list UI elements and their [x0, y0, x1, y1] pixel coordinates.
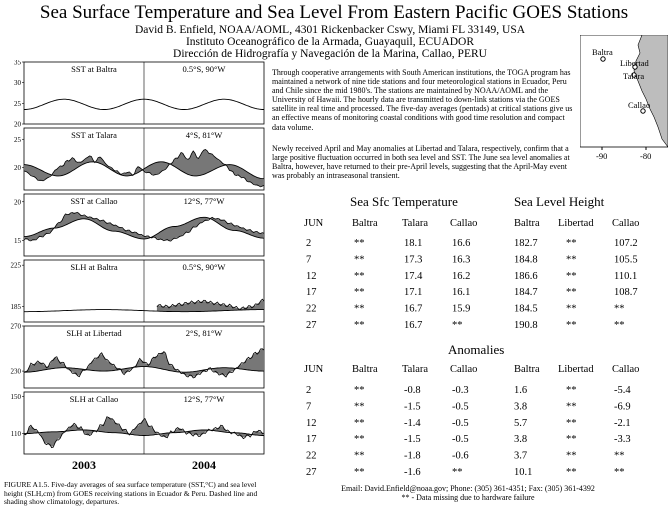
cell-r1-c3: 16.3 [452, 254, 471, 266]
panel-location-0: 0.5°S, 90°W [182, 64, 226, 74]
cell-r0-c0: 2 [306, 238, 312, 249]
footer [268, 484, 668, 502]
cell-r2-c3: 16.2 [452, 270, 471, 282]
panel-2 [14, 194, 264, 256]
anom-cell-r1-c3: -0.5 [452, 401, 469, 413]
anom-cell-r1-c4: 3.8 [514, 401, 528, 413]
ytick-label-1-1: 20 [14, 163, 21, 172]
cell-r3-c0: 17 [306, 287, 317, 299]
ytick-label-4-0: 270 [10, 322, 21, 331]
anom-cell-r1-c5: ** [566, 401, 577, 413]
anom-col-jun: JUN [304, 364, 324, 375]
table-values [306, 238, 638, 331]
contact-line: Email: David.Enfield@noaa.gov; Phone: (305) 361-4351; Fax: (305) 361-4392 [341, 484, 595, 493]
anom-cell-r4-c2: -1.8 [404, 450, 421, 462]
ytick-label-5-1: 110 [10, 430, 21, 439]
institution-peru: Dirección de Hidrografía y Navegación de la Marina, Callao, PERU [173, 48, 487, 60]
cell-r4-c1: ** [354, 303, 365, 315]
anom-col-baltra-sst: Baltra [352, 364, 378, 375]
panel-location-3: 0.5°S, 90°W [182, 262, 226, 272]
cell-r0-c2: 18.1 [404, 238, 423, 249]
cell-r1-c0: 7 [306, 254, 312, 266]
ytick-label-0-2: 25 [14, 99, 21, 108]
anom-cell-r4-c3: -0.6 [452, 450, 469, 462]
news-paragraph: Newly received April and May anomalies at Libertad and Talara, respectively, confirm that a large positive fluctuation occurred in both sea level and SST. The June sea level anomalies at Baltra, however, have returned to their pre-April levels, suggesting that the April-May event was probably an intraseasonal transient. [272, 144, 570, 181]
ytick-label-0-3: 20 [14, 120, 21, 129]
ytick-label-0-0: 35 [14, 60, 21, 67]
anom-cell-r1-c1: ** [354, 401, 365, 413]
panel-title-2: SST at Callao [70, 196, 118, 206]
ytick-label-3-0: 225 [10, 261, 21, 270]
intro-paragraph: Through cooperative arrangements with South American institutions, the TOGA program has maintained a network of nine tide stations and four meteorological stations in Ecuador, Peru and Chile since the mid 1980's. The stations are maintained by NOAA/AOML and the University of Hawaii. The hourly data are transmitted to down-link stations via the GOES satellite in real time and processed. The five-day averages (pentads) at critical stations give us an effective means of monitoring coastal conditions with good time resolution and compact data volume. [272, 68, 573, 132]
ytick-label-0-1: 30 [14, 79, 21, 88]
cell-r2-c0: 12 [306, 270, 317, 282]
panel-location-5: 12°S, 77°W [183, 394, 225, 404]
cell-r5-c6: ** [614, 320, 625, 331]
panel-title-0: SST at Baltra [71, 64, 117, 74]
map-label-libertad: Libertad [620, 58, 649, 68]
anom-col-libertad: Libertad [558, 364, 594, 375]
x-label-2003: 2003 [72, 458, 96, 472]
cell-r5-c1: ** [354, 320, 365, 331]
cell-r2-c1: ** [354, 270, 365, 282]
anom-cell-r2-c2: -1.4 [404, 417, 421, 429]
baltra-marker [601, 57, 605, 61]
cell-r5-c0: 27 [306, 320, 317, 331]
ytick-label-5-0: 150 [10, 393, 21, 402]
anom-cell-r1-c6: -6.9 [614, 401, 631, 413]
cell-r2-c5: ** [566, 270, 577, 282]
anom-cell-r3-c6: -3.3 [614, 434, 631, 446]
station-map [580, 35, 668, 163]
anom-cell-r0-c1: ** [354, 385, 365, 396]
panel-0 [14, 60, 264, 129]
cell-r3-c5: ** [566, 287, 577, 299]
cell-r4-c2: 16.7 [404, 303, 423, 315]
sst-header: Sea Sfc Temperature [350, 194, 458, 209]
map-label-talara: Talara [623, 71, 645, 81]
cell-r3-c6: 108.7 [614, 287, 638, 299]
anom-cell-r2-c4: 5.7 [514, 417, 528, 429]
cell-r1-c4: 184.8 [514, 254, 538, 266]
anom-cell-r0-c4: 1.6 [514, 385, 528, 396]
ytick-label-2-1: 15 [14, 237, 21, 245]
panel-title-3: SLH at Baltra [70, 262, 118, 272]
cell-r5-c5: ** [566, 320, 577, 331]
anom-cell-r5-c1: ** [354, 467, 365, 478]
page-title: Sea Surface Temperature and Sea Level From Eastern Pacific GOES Stations [39, 2, 629, 23]
anom-cell-r0-c0: 2 [306, 385, 312, 396]
anom-cell-r2-c0: 12 [306, 417, 317, 429]
anom-cell-r1-c0: 7 [306, 401, 312, 413]
table-columns [304, 218, 639, 229]
anom-cell-r4-c4: 3.7 [514, 450, 528, 462]
cell-r0-c4: 182.7 [514, 238, 538, 249]
anom-cell-r2-c5: ** [566, 417, 577, 429]
ytick-label-1-0: 25 [14, 135, 21, 144]
anom-col-callao-slh: Callao [612, 364, 640, 375]
anom-cell-r2-c6: -2.1 [614, 417, 631, 429]
figure-caption: FIGURE A1.5. Five-day averages of sea surface temperature (SST,°C) and sea level height (SLH,cm) from GOES receiving stations in Ecuador & Peru. Dashed line and shading show climatology, departures. [4, 480, 258, 507]
cell-r3-c4: 184.7 [514, 287, 538, 299]
ytick-label-2-0: 20 [14, 198, 21, 207]
cell-r4-c5: ** [566, 303, 577, 315]
panel-location-2: 12°S, 77°W [183, 196, 225, 206]
col-libertad: Libertad [558, 218, 594, 229]
panel-1 [14, 128, 264, 190]
cell-r4-c3: 15.9 [452, 303, 471, 315]
cell-r5-c3: ** [452, 320, 463, 331]
anom-cell-r0-c5: ** [566, 385, 577, 396]
map-label-callao: Callao [628, 100, 651, 110]
cell-r1-c5: ** [566, 254, 577, 266]
panel-title-4: SLH at Libertad [66, 328, 122, 338]
col-baltra-slh: Baltra [514, 218, 540, 229]
panel-location-4: 2°S, 81°W [185, 328, 223, 338]
col-talara: Talara [402, 218, 429, 229]
anom-cell-r5-c2: -1.6 [404, 467, 421, 478]
panel-title-5: SLH at Callao [69, 394, 119, 404]
anom-cell-r3-c5: ** [566, 434, 577, 446]
col-jun: JUN [304, 218, 324, 229]
cell-r3-c2: 17.1 [404, 287, 423, 299]
anom-cell-r5-c5: ** [566, 467, 577, 478]
map-lon-90: -90 [596, 151, 608, 161]
author-line: David B. Enfield, NOAA/AOML, 4301 Rickenbacker Cswy, Miami FL 33149, USA [134, 24, 526, 36]
panel-title-1: SST at Talara [71, 130, 117, 140]
anom-cell-r0-c6: -5.4 [614, 385, 631, 396]
panel-5 [11, 392, 265, 454]
col-baltra-sst: Baltra [352, 218, 378, 229]
anomalies-header: Anomalies [448, 342, 505, 357]
anom-cell-r2-c1: ** [354, 417, 365, 429]
ytick-label-4-1: 230 [10, 367, 21, 376]
anom-cell-r0-c2: -0.8 [404, 385, 421, 396]
anom-cell-r4-c6: ** [614, 450, 625, 462]
anom-cell-r0-c3: -0.3 [452, 385, 469, 396]
missing-data-note: ** - Data missing due to hardware failure [401, 493, 535, 502]
cell-r0-c5: ** [566, 238, 577, 249]
anom-cell-r1-c2: -1.5 [404, 401, 421, 413]
anom-cell-r3-c4: 3.8 [514, 434, 528, 446]
anom-cell-r4-c5: ** [566, 450, 577, 462]
slh-header: Sea Level Height [514, 194, 605, 209]
cell-r4-c4: 184.5 [514, 303, 538, 315]
data-table [292, 192, 668, 482]
cell-r2-c2: 17.4 [404, 270, 423, 282]
cell-r1-c6: 105.5 [614, 254, 638, 266]
cell-r0-c1: ** [354, 238, 365, 249]
cell-r2-c6: 110.1 [614, 270, 638, 282]
cell-r5-c2: 16.7 [404, 320, 423, 331]
cell-r5-c4: 190.8 [514, 320, 538, 331]
anom-cell-r3-c2: -1.5 [404, 434, 421, 446]
anom-cell-r5-c0: 27 [306, 467, 317, 478]
anomaly-columns [304, 364, 639, 375]
cell-r3-c3: 16.1 [452, 287, 471, 299]
anom-cell-r2-c3: -0.5 [452, 417, 469, 429]
panel-4 [11, 323, 265, 389]
anom-cell-r4-c0: 22 [306, 450, 317, 462]
ytick-label-3-1: 185 [10, 303, 21, 311]
anom-cell-r3-c3: -0.5 [452, 434, 469, 446]
cell-r3-c1: ** [354, 287, 365, 299]
anom-cell-r5-c3: ** [452, 467, 463, 478]
anom-col-baltra-slh: Baltra [514, 364, 540, 375]
cell-r2-c4: 186.6 [514, 270, 538, 282]
anom-cell-r3-c0: 17 [306, 434, 317, 446]
cell-r0-c6: 107.2 [614, 238, 638, 249]
cell-r1-c2: 17.3 [404, 254, 423, 266]
map-label-baltra: Baltra [592, 47, 613, 57]
station-charts [0, 60, 272, 482]
x-label-2004: 2004 [192, 458, 216, 472]
institution-ecuador: Instituto Oceanográfico de la Armada, Guayaquil, ECUADOR [185, 36, 475, 48]
cell-r4-c0: 22 [306, 303, 317, 315]
anom-cell-r5-c6: ** [614, 467, 625, 478]
cell-r1-c1: ** [354, 254, 365, 266]
cell-r0-c3: 16.6 [452, 238, 471, 249]
col-callao-sst: Callao [450, 218, 478, 229]
anom-cell-r4-c1: ** [354, 450, 365, 462]
anom-col-talara: Talara [402, 364, 429, 375]
anomaly-values [306, 385, 631, 478]
panel-3 [11, 260, 265, 322]
map-lon-80: -80 [640, 151, 652, 161]
cell-r4-c6: ** [614, 303, 625, 315]
col-callao-slh: Callao [612, 218, 640, 229]
anom-cell-r5-c4: 10.1 [514, 467, 533, 478]
panel-location-1: 4°S, 81°W [185, 130, 223, 140]
anom-col-callao-sst: Callao [450, 364, 478, 375]
anom-cell-r3-c1: ** [354, 434, 365, 446]
